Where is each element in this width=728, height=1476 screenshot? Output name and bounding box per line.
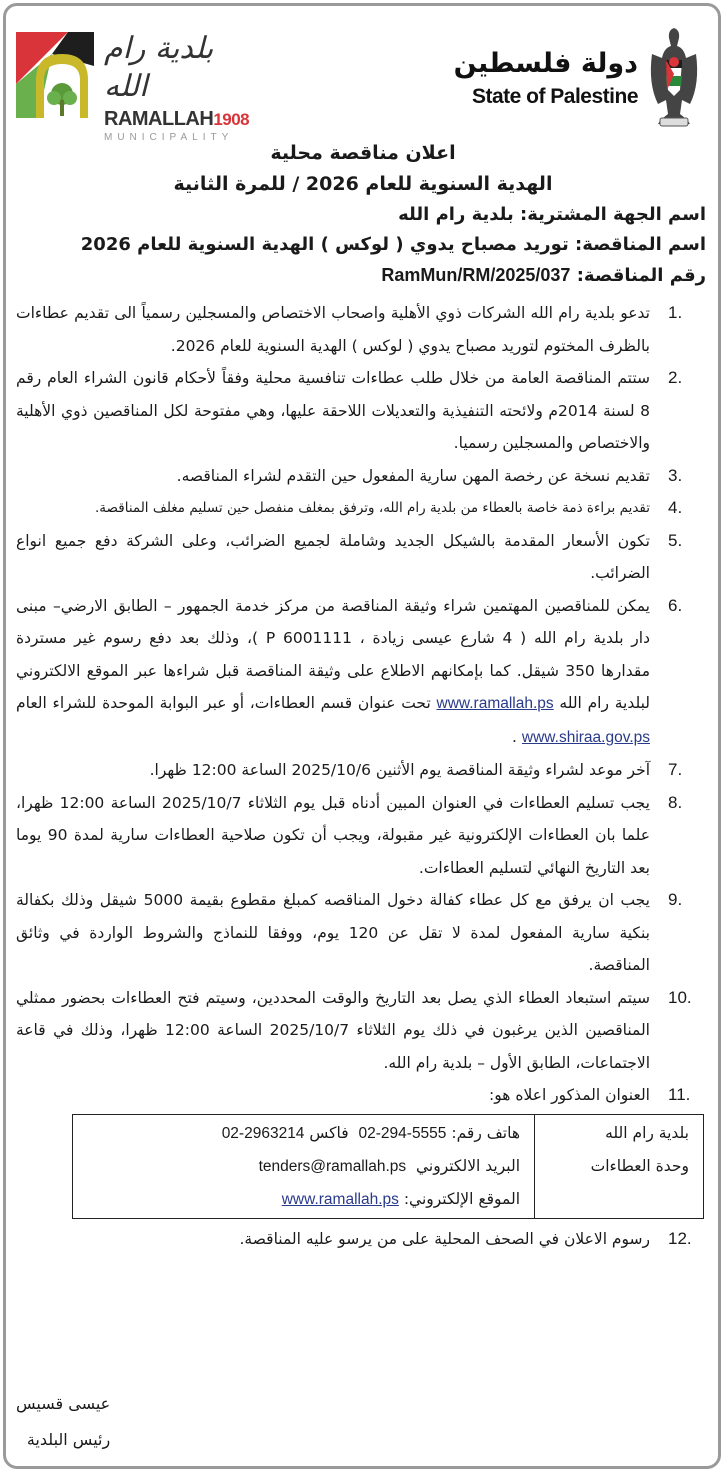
tender-name-line	[16, 230, 710, 260]
item-text: تدعو بلدية رام الله الشركات ذوي الأهلية واصحاب الاختصاص والمسجلين رسمياً الى تقديم عطاءات بالظرف المختوم لتوريد مصباح يدوي ( لوكس ) الهدية السنوية للعام 2026.	[16, 304, 650, 355]
signature-block	[16, 1386, 110, 1458]
website-link[interactable]: www.ramallah.ps	[281, 1190, 399, 1208]
buyer-value: بلدية رام الله	[398, 204, 514, 225]
item-number: 12.	[668, 1228, 692, 1248]
list-item	[16, 754, 710, 787]
item-number: 7.	[668, 760, 683, 779]
ramallah-municipality-wordmark	[104, 30, 250, 143]
item-number: 10.	[668, 987, 692, 1007]
item-number: 3.	[668, 465, 683, 485]
list-item	[16, 590, 710, 755]
list-item	[16, 982, 710, 1080]
municipality-name: RAMALLAH	[104, 108, 214, 130]
item-number: 5.	[668, 530, 683, 550]
email-address[interactable]: tenders@ramallah.ps	[258, 1157, 407, 1175]
tender-number-value: RamMun/RM/2025/037	[381, 265, 571, 285]
address-table	[72, 1114, 704, 1219]
state-of-palestine-wordmark	[454, 44, 638, 110]
phone-fax-line	[87, 1117, 520, 1150]
state-arabic-name: دولة فلسطين	[453, 48, 638, 79]
list-item	[16, 1223, 710, 1256]
buyer-line	[16, 200, 710, 230]
item-number: 2.	[668, 368, 683, 387]
item-text: تقديم نسخة عن رخصة المهن سارية المفعول حين التقدم لشراء المناقصه.	[176, 466, 650, 485]
phone-number: 02-294-5555	[358, 1124, 447, 1142]
email-label: البريد الالكتروني	[415, 1156, 520, 1175]
list-item	[16, 492, 710, 525]
list-item	[16, 525, 710, 590]
tenders-unit-name: وحدة العطاءات	[590, 1156, 689, 1175]
header	[0, 0, 728, 143]
announcement-subtitle: الهدية السنوية للعام 2026 / للمرة الثانية	[173, 173, 553, 195]
tender-announcement	[16, 138, 710, 1255]
item-number: 1.	[668, 303, 683, 322]
item-number: 11.	[668, 1085, 691, 1104]
tender-name-label: اسم المناقصة:	[575, 234, 706, 255]
tender-number-line	[16, 260, 710, 291]
signatory-name: عيسى قسيس	[16, 1394, 111, 1413]
shiraa-portal-link[interactable]: www.shiraa.gov.ps	[521, 728, 650, 746]
tender-number-label: رقم المناقصة:	[576, 265, 706, 286]
item-number: 8.	[668, 792, 683, 812]
item-text: تقديم براءة ذمة خاصة بالعطاء من بلدية رام الله، وترفق بمغلف منفصل حين تسليم مغلف المناقصة.	[95, 500, 650, 516]
item-number: 9.	[668, 890, 683, 909]
item-text: العنوان المذكور اعلاه هو:	[489, 1086, 650, 1104]
ramallah-municipality-logo-icon	[16, 32, 94, 118]
municipality-year: 1908	[213, 110, 250, 129]
website-label: الموقع الإلكتروني:	[403, 1189, 520, 1208]
municipality-name: بلدية رام الله	[605, 1123, 689, 1142]
item-text: يمكن للمناقصين المهتمين شراء وثيقة المناقصة من مركز خدمة الجمهور – الطابق الارضي– مبنى دار بلدية رام الله ( 4 شارع عيسى زيادة ، P 6001111 )، وذلك بعد دفع رسوم غير مستردة مقدارها 350 شيقل. كما بإمكانهم الاطلاع على وثيقة المناقصة قبل شراءها عبر الموقع الالكتروني لبلدية رام الله	[16, 596, 650, 712]
municipality-english-name	[104, 108, 250, 131]
item-text: يجب ان يرفق مع كل عطاء كفالة دخول المناقصه كمبلغ مقطوع بقيمة 5000 شيقل وذلك بكفالة بنكية سارية المفعول لمدة لا تقل عن 120 يوم، ووفقا للنماذج والشروط الواردة في وثائق المناقصة.	[16, 891, 650, 974]
buyer-label: اسم الجهة المشترية:	[520, 204, 706, 225]
palestine-eagle-emblem-icon	[646, 24, 702, 128]
item-text: ستتم المناقصة العامة من خلال طلب عطاءات تنافسية محلية وفقاً لأحكام قانون الشراء العام رقم 8 لسنة 2014م ولائحته التنفيذية والتعديلات اللاحقة عليها، وهي مفتوحة لكل المناقصين ذوي الأهلية والاختصاص والمسجلين رسميا.	[16, 369, 650, 452]
item-text: يجب تسليم العطاءات في العنوان المبين أدناه قبل يوم الثلاثاء 2025/10/7 الساعة 12:00 ظهرا، علما بان العطاءات الإلكترونية غير مقبولة، ويجب أن تكون صلاحية العطاءات سارية لمدة 90 يوما بعد التاريخ النهائي لتسليم العطاءات.	[16, 793, 650, 877]
fax-label: فاكس	[309, 1123, 349, 1142]
state-english-name: State of Palestine	[471, 85, 638, 108]
item-text: رسوم الاعلان في الصحف المحلية على من يرسو عليه المناقصة.	[239, 1229, 650, 1248]
fax-number: 02-2963214	[221, 1124, 305, 1142]
conditions-list	[16, 297, 710, 1112]
list-item	[16, 787, 710, 885]
list-item	[16, 884, 710, 982]
email-line	[87, 1150, 520, 1183]
conditions-list-continued	[16, 1223, 710, 1256]
ramallah-website-link[interactable]: www.ramallah.ps	[436, 695, 554, 712]
list-item	[16, 460, 710, 493]
website-line	[87, 1183, 520, 1216]
contact-details-cell	[73, 1114, 535, 1218]
tender-unit-cell	[535, 1114, 704, 1218]
item-text: آخر موعد لشراء وثيقة المناقصة يوم الأثنين 2025/10/6 الساعة 12:00 ظهرا.	[149, 761, 650, 779]
signatory-title: رئيس البلدية	[26, 1430, 111, 1449]
phone-label: هاتف رقم:	[451, 1123, 520, 1142]
item-text: تكون الأسعار المقدمة بالشيكل الجديد وشاملة لجميع الضرائب، وعلى الشركة دفع جميع انواع الضرائب.	[16, 531, 650, 582]
item-text: تحت عنوان قسم العطاءات، أو عبر البوابة الموحدة للشراء العام	[16, 694, 431, 712]
list-item	[16, 1079, 710, 1112]
announcement-title: اعلان مناقصة محلية	[270, 142, 456, 164]
item-text: .	[512, 727, 517, 746]
item-text: سيتم استبعاد العطاء الذي يصل بعد التاريخ والوقت المحددين، وسيتم فتح العطاءات بحضور ممثلي المناقصين الذين يرغبون في ذلك يوم الثلاثاء 2025/10/7 الساعة 12:00 ظهرا، وذلك في قاعة الاجتماعات، الطابق الأول – بلدية رام الله.	[16, 988, 650, 1072]
municipality-subtitle: MUNICIPALITY	[104, 132, 234, 143]
municipality-arabic-name: بلدية رام الله	[104, 31, 214, 104]
tender-name-value: توريد مصباح يدوي ( لوكس ) الهدية السنوية للعام 2026	[80, 234, 569, 255]
item-number: 4.	[668, 498, 683, 517]
list-item	[16, 362, 710, 460]
item-number: 6.	[668, 595, 683, 615]
list-item	[16, 297, 710, 362]
